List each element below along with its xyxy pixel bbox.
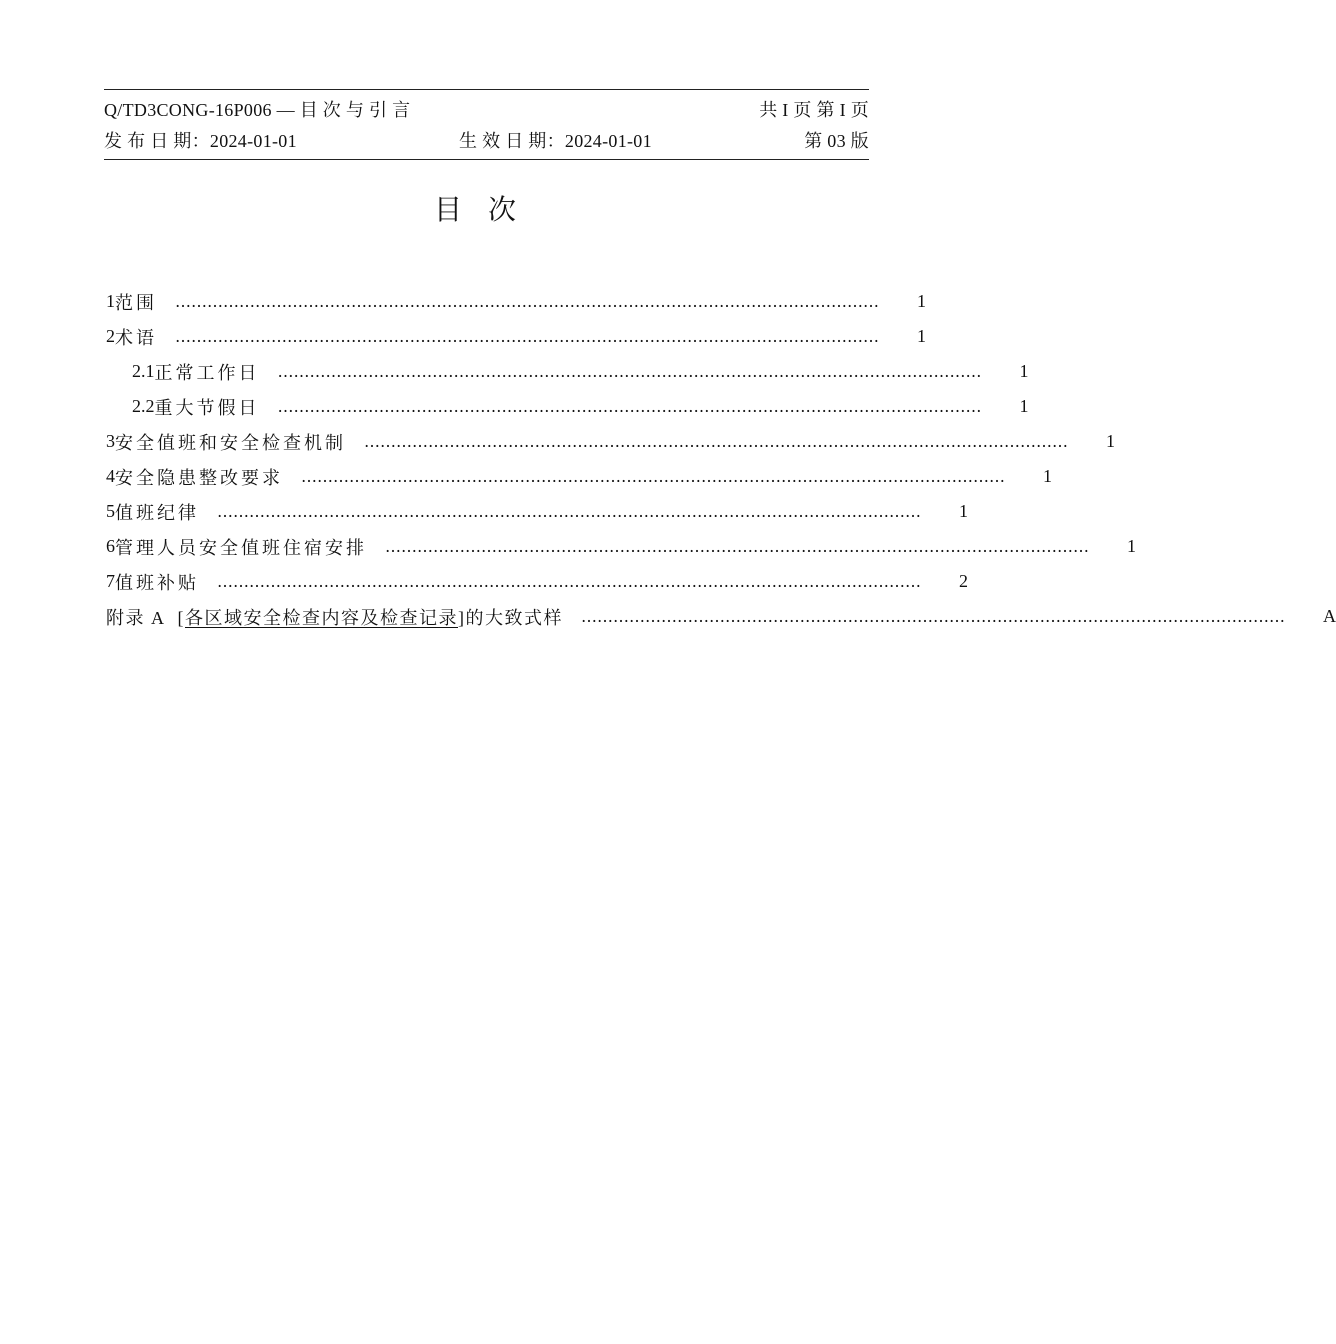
toc-entry[interactable] bbox=[106, 284, 926, 319]
page-title: 目次 bbox=[433, 193, 542, 226]
toc-entry-title: 管理人员安全值班住宿安排 bbox=[115, 537, 367, 558]
table-of-contents bbox=[106, 284, 1336, 634]
toc-entry[interactable] bbox=[106, 564, 968, 599]
effective-date-label: 生 效 日 期： bbox=[459, 131, 565, 151]
toc-entry-page: 1 bbox=[917, 291, 926, 311]
toc-leader-dots: …………………………………………………………………………………………………………………… bbox=[217, 502, 921, 521]
issue-date-label: 发 布 日 期： bbox=[104, 131, 210, 151]
toc-leader-dots: …………………………………………………………………………………………………………………… bbox=[175, 292, 879, 311]
toc-leader-dots: …………………………………………………………………………………………………………………… bbox=[364, 432, 1068, 451]
toc-entry-number: 2.1 bbox=[132, 361, 155, 381]
toc-entry-number: 2.2 bbox=[132, 396, 155, 416]
toc-entry[interactable] bbox=[106, 459, 1052, 494]
toc-entry-number: 3 bbox=[106, 431, 115, 451]
header-issue-date bbox=[104, 130, 297, 152]
toc-entry-page: 1 bbox=[1106, 431, 1115, 451]
toc-entry-title: 正常工作日 bbox=[154, 362, 260, 383]
toc-entry-title: 术语 bbox=[115, 327, 157, 348]
toc-entry[interactable] bbox=[106, 354, 1029, 389]
toc-entry-number: 4 bbox=[106, 466, 115, 486]
toc-leader-dots: …………………………………………………………………………………………………………………… bbox=[277, 362, 982, 381]
header-effective-date bbox=[459, 130, 652, 152]
appendix-link[interactable]: 各区域安全检查内容及检查记录 bbox=[185, 607, 458, 628]
toc-leader-dots: …………………………………………………………………………………………………………………… bbox=[301, 467, 1005, 486]
toc-leader-dots: …………………………………………………………………………………………………………………… bbox=[581, 607, 1285, 626]
effective-date-value: 2024-01-01 bbox=[564, 131, 652, 151]
toc-entry[interactable] bbox=[106, 319, 926, 354]
toc-entry-number: 6 bbox=[106, 536, 115, 556]
toc-entry-title: 安全隐患整改要求 bbox=[115, 467, 283, 488]
toc-entry-page: 1 bbox=[1019, 396, 1029, 416]
appendix-bracket-open: [ bbox=[177, 607, 185, 628]
toc-entry[interactable] bbox=[106, 494, 968, 529]
toc-entry-title: 重大节假日 bbox=[154, 397, 260, 418]
header-page-count: 共 I 页 第 I 页 bbox=[759, 100, 869, 120]
toc-entry-title: 值班纪律 bbox=[115, 502, 199, 523]
toc-leader-dots: …………………………………………………………………………………………………………………… bbox=[385, 537, 1089, 556]
toc-entry-title: 值班补贴 bbox=[115, 572, 199, 593]
toc-entry-title: 范围 bbox=[115, 292, 157, 313]
toc-leader-dots: …………………………………………………………………………………………………………………… bbox=[277, 397, 982, 416]
toc-entry-page: 1 bbox=[1127, 536, 1136, 556]
toc-entry-page: 2 bbox=[959, 571, 968, 591]
toc-entry-title: 安全值班和安全检查机制 bbox=[115, 432, 346, 453]
header-top-rule bbox=[104, 89, 869, 90]
appendix-suffix: ]的大致式样 bbox=[458, 607, 563, 628]
toc-entry-page: 1 bbox=[959, 501, 968, 521]
toc-entry-page: 1 bbox=[917, 326, 926, 346]
issue-date-value: 2024-01-01 bbox=[209, 131, 297, 151]
toc-entry-number: 7 bbox=[106, 571, 115, 591]
header-doc-code: Q/TD3CONG-16P006 — 目 次 与 引 言 bbox=[104, 100, 411, 120]
toc-entry-page: 1 bbox=[1019, 361, 1029, 381]
appendix-prefix: 附录 A bbox=[106, 607, 166, 628]
toc-entry[interactable] bbox=[106, 529, 1136, 564]
toc-entry[interactable] bbox=[106, 389, 1029, 424]
toc-entry-number: 2 bbox=[106, 326, 115, 346]
header-version: 第 03 版 bbox=[804, 131, 869, 151]
toc-entry-number: 5 bbox=[106, 501, 115, 521]
toc-entry-number: 1 bbox=[106, 291, 115, 311]
toc-entry-page: 1 bbox=[1043, 466, 1052, 486]
toc-appendix-page: A bbox=[1323, 606, 1336, 626]
toc-entry-appendix[interactable] bbox=[106, 599, 1336, 634]
toc-leader-dots: …………………………………………………………………………………………………………………… bbox=[217, 572, 921, 591]
toc-leader-dots: …………………………………………………………………………………………………………………… bbox=[175, 327, 879, 346]
toc-appendix-title bbox=[106, 604, 563, 630]
toc-entry[interactable] bbox=[106, 424, 1115, 459]
header-bottom-rule bbox=[104, 159, 869, 160]
